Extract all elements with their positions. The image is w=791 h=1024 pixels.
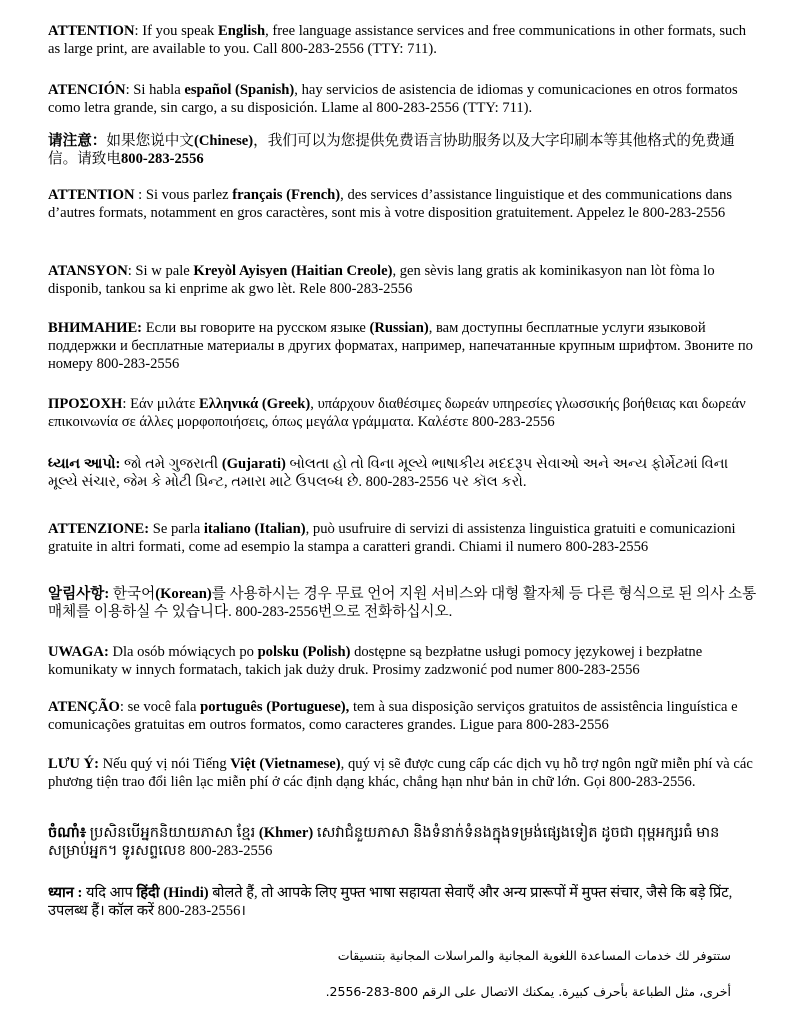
notice-english-lead: ATTENTION [48, 23, 135, 39]
notice-haitian-b: , gen sèvis lang gratis ak kominikasyon nan lòt fòma lo disponib, tankou sa ki enprime ak gwo lèt. Rele 800-283-2556 [48, 263, 715, 297]
notice-chinese-b: ，我们可以为您提供免费语言协助服务以及大字印刷本等其他格式的免费通信。请致电 [48, 133, 735, 167]
notice-gujarati-lead: ધ્યાન આપો: [48, 456, 121, 472]
notice-spanish-lead: ATENCIÓN [48, 82, 126, 98]
notice-chinese [48, 132, 760, 168]
notice-greek [48, 395, 760, 431]
notice-polish-lang: polsku (Polish) [257, 644, 351, 660]
notice-khmer [48, 824, 760, 860]
notice-hindi-lead: ध्यान : [48, 885, 83, 901]
notice-haitian-lead: ATANSYON [48, 263, 128, 279]
notice-gujarati [48, 455, 760, 491]
notice-portuguese-a: : se você fala [119, 699, 201, 715]
notice-portuguese-lang: português (Portuguese), [200, 699, 350, 715]
notice-gujarati-b: બોલતા હો તો વિના મૂલ્યે ભાષાકીય મદદરૂપ સેવાઓ અને અન્ય ફોર્મેટમાં વિના મૂલ્યે સંચાર, જેમ કે મોટી પ્રિન્ટ, તમારા માટે ઉપલબ્ધ છે. 800-283-2556 પર કૉલ કરો. [48, 456, 729, 490]
notice-french-lead: ATTENTION [48, 187, 135, 203]
notice-vietnamese-a: Nếu quý vị nói Tiếng [98, 756, 231, 772]
notice-spanish-a: : Si habla [125, 82, 185, 98]
notice-russian [48, 319, 760, 373]
notice-polish-a: Dla osób mówiących po [108, 644, 258, 660]
notice-russian-a: Если вы говорите на русском языке [142, 320, 370, 336]
notice-english [48, 22, 760, 58]
notice-greek-lang: Ελληνικά (Greek) [199, 396, 311, 412]
notice-hindi-lang: हिंदी (Hindi) [136, 885, 209, 901]
notice-hindi-b: बोलते हैं, तो आपके लिए मुफ्त भाषा सहायता सेवाएँ और अन्य प्रारूपों में मुफ्त संचार, जैसे कि बड़े प्रिंट, उपलब्ध हैं। कॉल करें 800-283-2556। [48, 885, 733, 919]
notice-italian [48, 520, 760, 556]
notice-vietnamese-lead: LƯU Ý: [48, 756, 99, 772]
notice-italian-lang: italiano (Italian) [203, 521, 306, 537]
notice-arabic-line-1: ستتوفر لك خدمات المساعدة اللغوية المجانية والمراسلات المجانية بتنسيقات [337, 948, 731, 963]
notice-vietnamese-b: , quý vị sẽ được cung cấp các dịch vụ hỗ trợ ngôn ngữ miễn phí và các phương tiện trao đổi liên lạc miễn phí ở các định dạng khác, chẳng hạn như bản in chữ lớn. Gọi 800-283-2556. [48, 756, 753, 790]
notice-haitian-a: : Si w pale [127, 263, 194, 279]
notice-khmer-lead: ចំណាំ៖ [48, 825, 87, 841]
notice-korean-lead: 알림사항: [48, 586, 110, 602]
notice-italian-b: , può usufruire di servizi di assistenza linguistica gratuiti e comunicazioni gratuite in altri formati, come ad esempio la stampa a caratteri grandi. Chiami il numero 800-283-2556 [48, 521, 736, 555]
notice-chinese-lang: (Chinese) [193, 133, 254, 149]
notice-spanish-b: , hay servicios de asistencia de idiomas y comunicaciones en otros formatos como letra grande, sin cargo, a su disposición. Llame al 800-283-2556 (TTY: 711). [48, 82, 738, 116]
notice-arabic-line-2: أخرى، مثل الطباعة بأحرف كبيرة. يمكنك الاتصال على الرقم 800-283-2556. [325, 984, 731, 999]
notice-haitian-lang: Kreyòl Ayisyen (Haitian Creole) [193, 263, 393, 279]
notice-french-a: : Si vous parlez [134, 187, 233, 203]
notice-polish-lead: UWAGA: [48, 644, 109, 660]
notice-chinese-a: 如果您说中文 [106, 133, 194, 149]
notice-gujarati-lang: (Gujarati) [221, 456, 286, 472]
notice-english-lang: English [218, 23, 266, 39]
notice-vietnamese-lang: Việt (Vietnamese) [230, 756, 341, 772]
notice-italian-lead: ATTENZIONE: [48, 521, 150, 537]
notice-greek-a: : Εάν μιλάτε [122, 396, 200, 412]
notice-spanish-lang: español (Spanish) [184, 82, 295, 98]
notice-russian-lang: (Russian) [369, 320, 429, 336]
notice-russian-lead: ВНИМАНИЕ: [48, 320, 143, 336]
notice-korean [48, 585, 760, 621]
notice-russian-b: , вам доступны бесплатные услуги языковой поддержки и бесплатные материалы в других форматах, например, напечатанные крупным шрифтом. Звоните по номеру 800-283-2556 [48, 320, 753, 372]
notice-french-lang: français (French) [232, 187, 341, 203]
notice-gujarati-a: જો તમે ગુજરાતી [120, 456, 222, 472]
notice-khmer-a: ប្រសិនបើអ្នកនិយាយភាសា ខ្មែរ [86, 825, 259, 841]
notice-hindi [48, 884, 760, 920]
notice-khmer-lang: (Khmer) [258, 825, 314, 841]
notice-portuguese-lead: ATENÇÃO [48, 699, 120, 715]
notice-polish [48, 643, 760, 679]
notice-portuguese-b: tem à sua disposição serviços gratuitos de assistência linguística e comunicações gratuitas em outros formatos, como caracteres grandes. Ligue para 800-283-2556 [48, 699, 738, 733]
notice-greek-b: , υπάρχουν διαθέσιμες δωρεάν υπηρεσίες γλωσσικής βοήθειας και δωρεάν επικοινωνία σε άλλες μορφοποιήσεις, όπως μεγάλα γράμματα. Καλέστε 800-283-2556 [48, 396, 746, 430]
notice-vietnamese [48, 755, 760, 791]
notice-hindi-a: यदि आप [82, 885, 137, 901]
notice-haitian [48, 262, 760, 298]
notice-english-a: : If you speak [134, 23, 219, 39]
notice-korean-a: 한국어 [109, 586, 156, 602]
notice-polish-b: dostępne są bezpłatne usługi pomocy językowej i bezpłatne komunikaty w innych formatach, takich jak duży druk. Prosimy zadzwonić pod numer 800-283-2556 [48, 644, 703, 678]
notice-korean-b: 를 사용하시는 경우 무료 언어 지원 서비스와 대형 활자체 등 다른 형식으로 된 의사 소통 매체를 이용하실 수 있습니다. 800-283-2556번으로 전화하십시오. [48, 586, 757, 620]
notice-chinese-lead: 请注意： [48, 133, 107, 149]
notice-french-b: , des services d’assistance linguistique et des communications dans d’autres formats, notamment en gros caractères, sont mis à votre disposition gratuitement. Appelez le 800-283-2556 [48, 187, 733, 221]
notice-chinese-c: 800-283-2556 [120, 151, 204, 167]
notice-french [48, 186, 760, 222]
notice-spanish [48, 81, 760, 117]
notice-portuguese [48, 698, 760, 734]
notice-italian-a: Se parla [149, 521, 204, 537]
notice-greek-lead: ΠΡΟΣΟΧΗ [48, 396, 123, 412]
notice-english-b: , free language assistance services and free communications in other formats, such as large print, are available to you. Call 800-283-2556 (TTY: 711). [48, 23, 747, 57]
notice-korean-lang: (Korean) [155, 586, 212, 602]
notice-khmer-b: សេវាជំនួយភាសា និងទំនាក់ទំនងក្នុងទម្រង់ផ្សេងទៀត ដូចជា ពុម្ពអក្សរធំ មានសម្រាប់អ្នក។ ទូរសព្ទលេខ 800-283-2556 [48, 825, 720, 859]
